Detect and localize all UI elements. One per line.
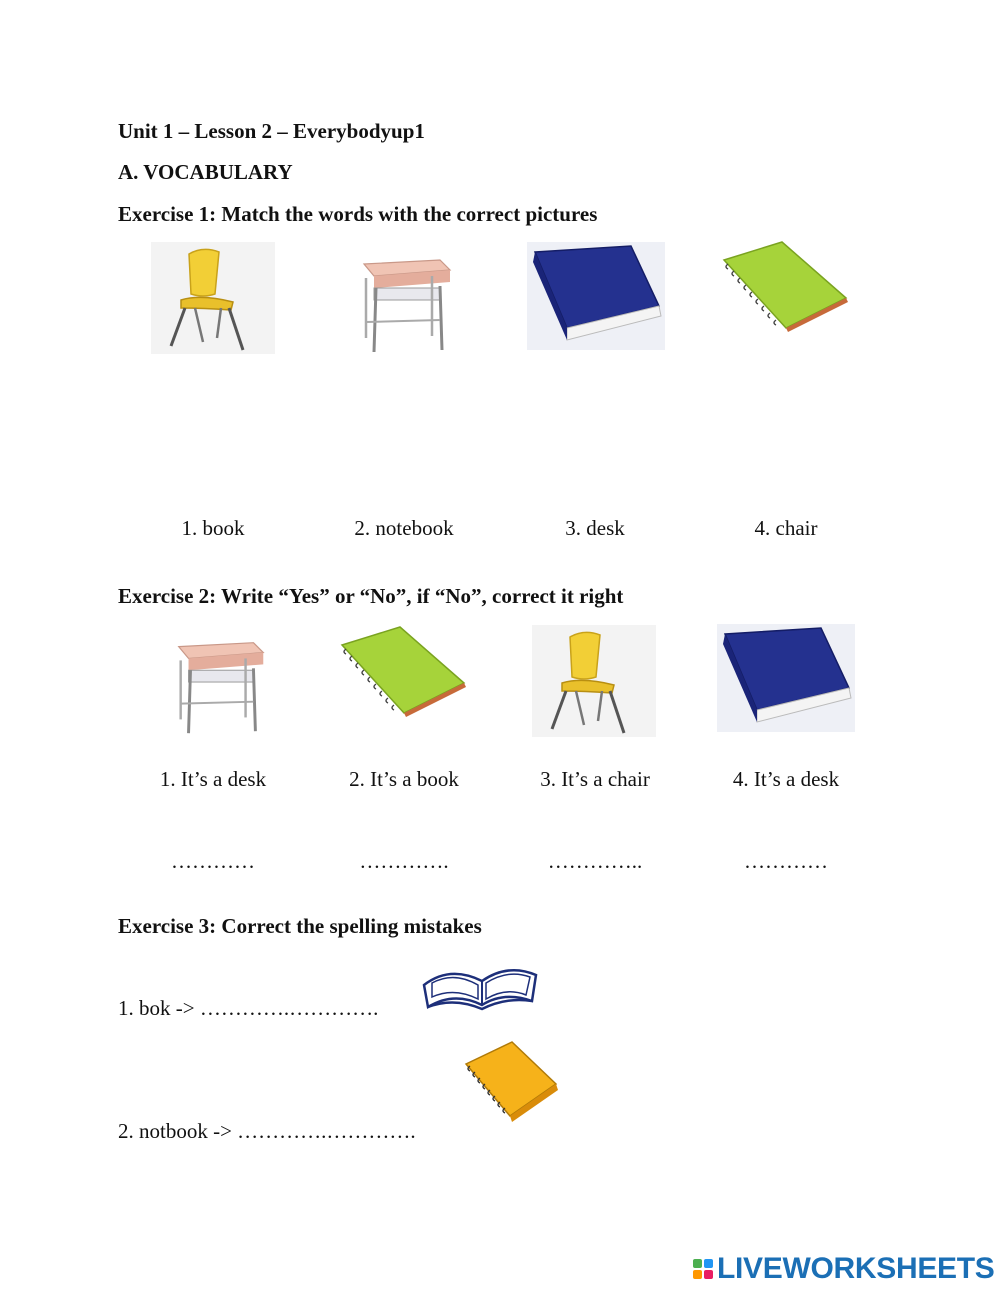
statement-2: 2. It’s a book bbox=[349, 767, 459, 791]
section-heading: A. VOCABULARY bbox=[118, 160, 293, 184]
notebook-image[interactable] bbox=[716, 240, 850, 332]
answer-blank-1[interactable]: ………… bbox=[171, 849, 255, 873]
spelling-item-2 bbox=[118, 1119, 416, 1144]
book-image bbox=[717, 624, 855, 732]
statement-1: 1. It’s a desk bbox=[159, 767, 267, 791]
chair-image bbox=[532, 625, 656, 737]
spelling-blank[interactable]: ………….…………. bbox=[237, 1119, 416, 1143]
spelling-prompt: 1. bok -> bbox=[118, 996, 200, 1020]
book-image[interactable] bbox=[527, 242, 665, 350]
answer-blank-4[interactable]: ………… bbox=[744, 849, 828, 873]
statement-3: 3. It’s a chair bbox=[540, 767, 650, 791]
desk-image bbox=[164, 625, 276, 743]
logo-grid-icon bbox=[693, 1259, 713, 1279]
brand-name: LIVEWORKSHEETS bbox=[717, 1252, 995, 1285]
notebook-image bbox=[334, 625, 468, 717]
statement-4: 4. It’s a desk bbox=[732, 767, 840, 791]
exercise2-heading: Exercise 2: Write “Yes” or “No”, if “No”, correct it right bbox=[118, 584, 624, 608]
exercise1-heading: Exercise 1: Match the words with the correct pictures bbox=[118, 202, 598, 226]
word-desk[interactable]: 3. desk bbox=[565, 516, 625, 540]
spelling-item-1 bbox=[118, 996, 378, 1021]
word-book[interactable]: 1. book bbox=[181, 516, 245, 540]
spelling-prompt: 2. notbook -> bbox=[118, 1119, 238, 1143]
spelling-blank[interactable]: ………….…………. bbox=[199, 996, 379, 1020]
answer-blank-3[interactable]: ………….. bbox=[547, 849, 643, 873]
word-chair[interactable]: 4. chair bbox=[754, 516, 818, 540]
exercise3-heading: Exercise 3: Correct the spelling mistakes bbox=[118, 914, 482, 938]
worksheet-title: Unit 1 – Lesson 2 – Everybodyup1 bbox=[118, 119, 425, 143]
liveworksheets-logo bbox=[693, 1251, 995, 1287]
orange-notebook-icon bbox=[460, 1038, 560, 1122]
chair-image[interactable] bbox=[151, 242, 275, 354]
word-notebook[interactable]: 2. notebook bbox=[354, 516, 454, 540]
desk-image[interactable] bbox=[350, 242, 462, 362]
open-book-icon bbox=[420, 955, 540, 1013]
answer-blank-2[interactable]: …………. bbox=[359, 849, 449, 873]
